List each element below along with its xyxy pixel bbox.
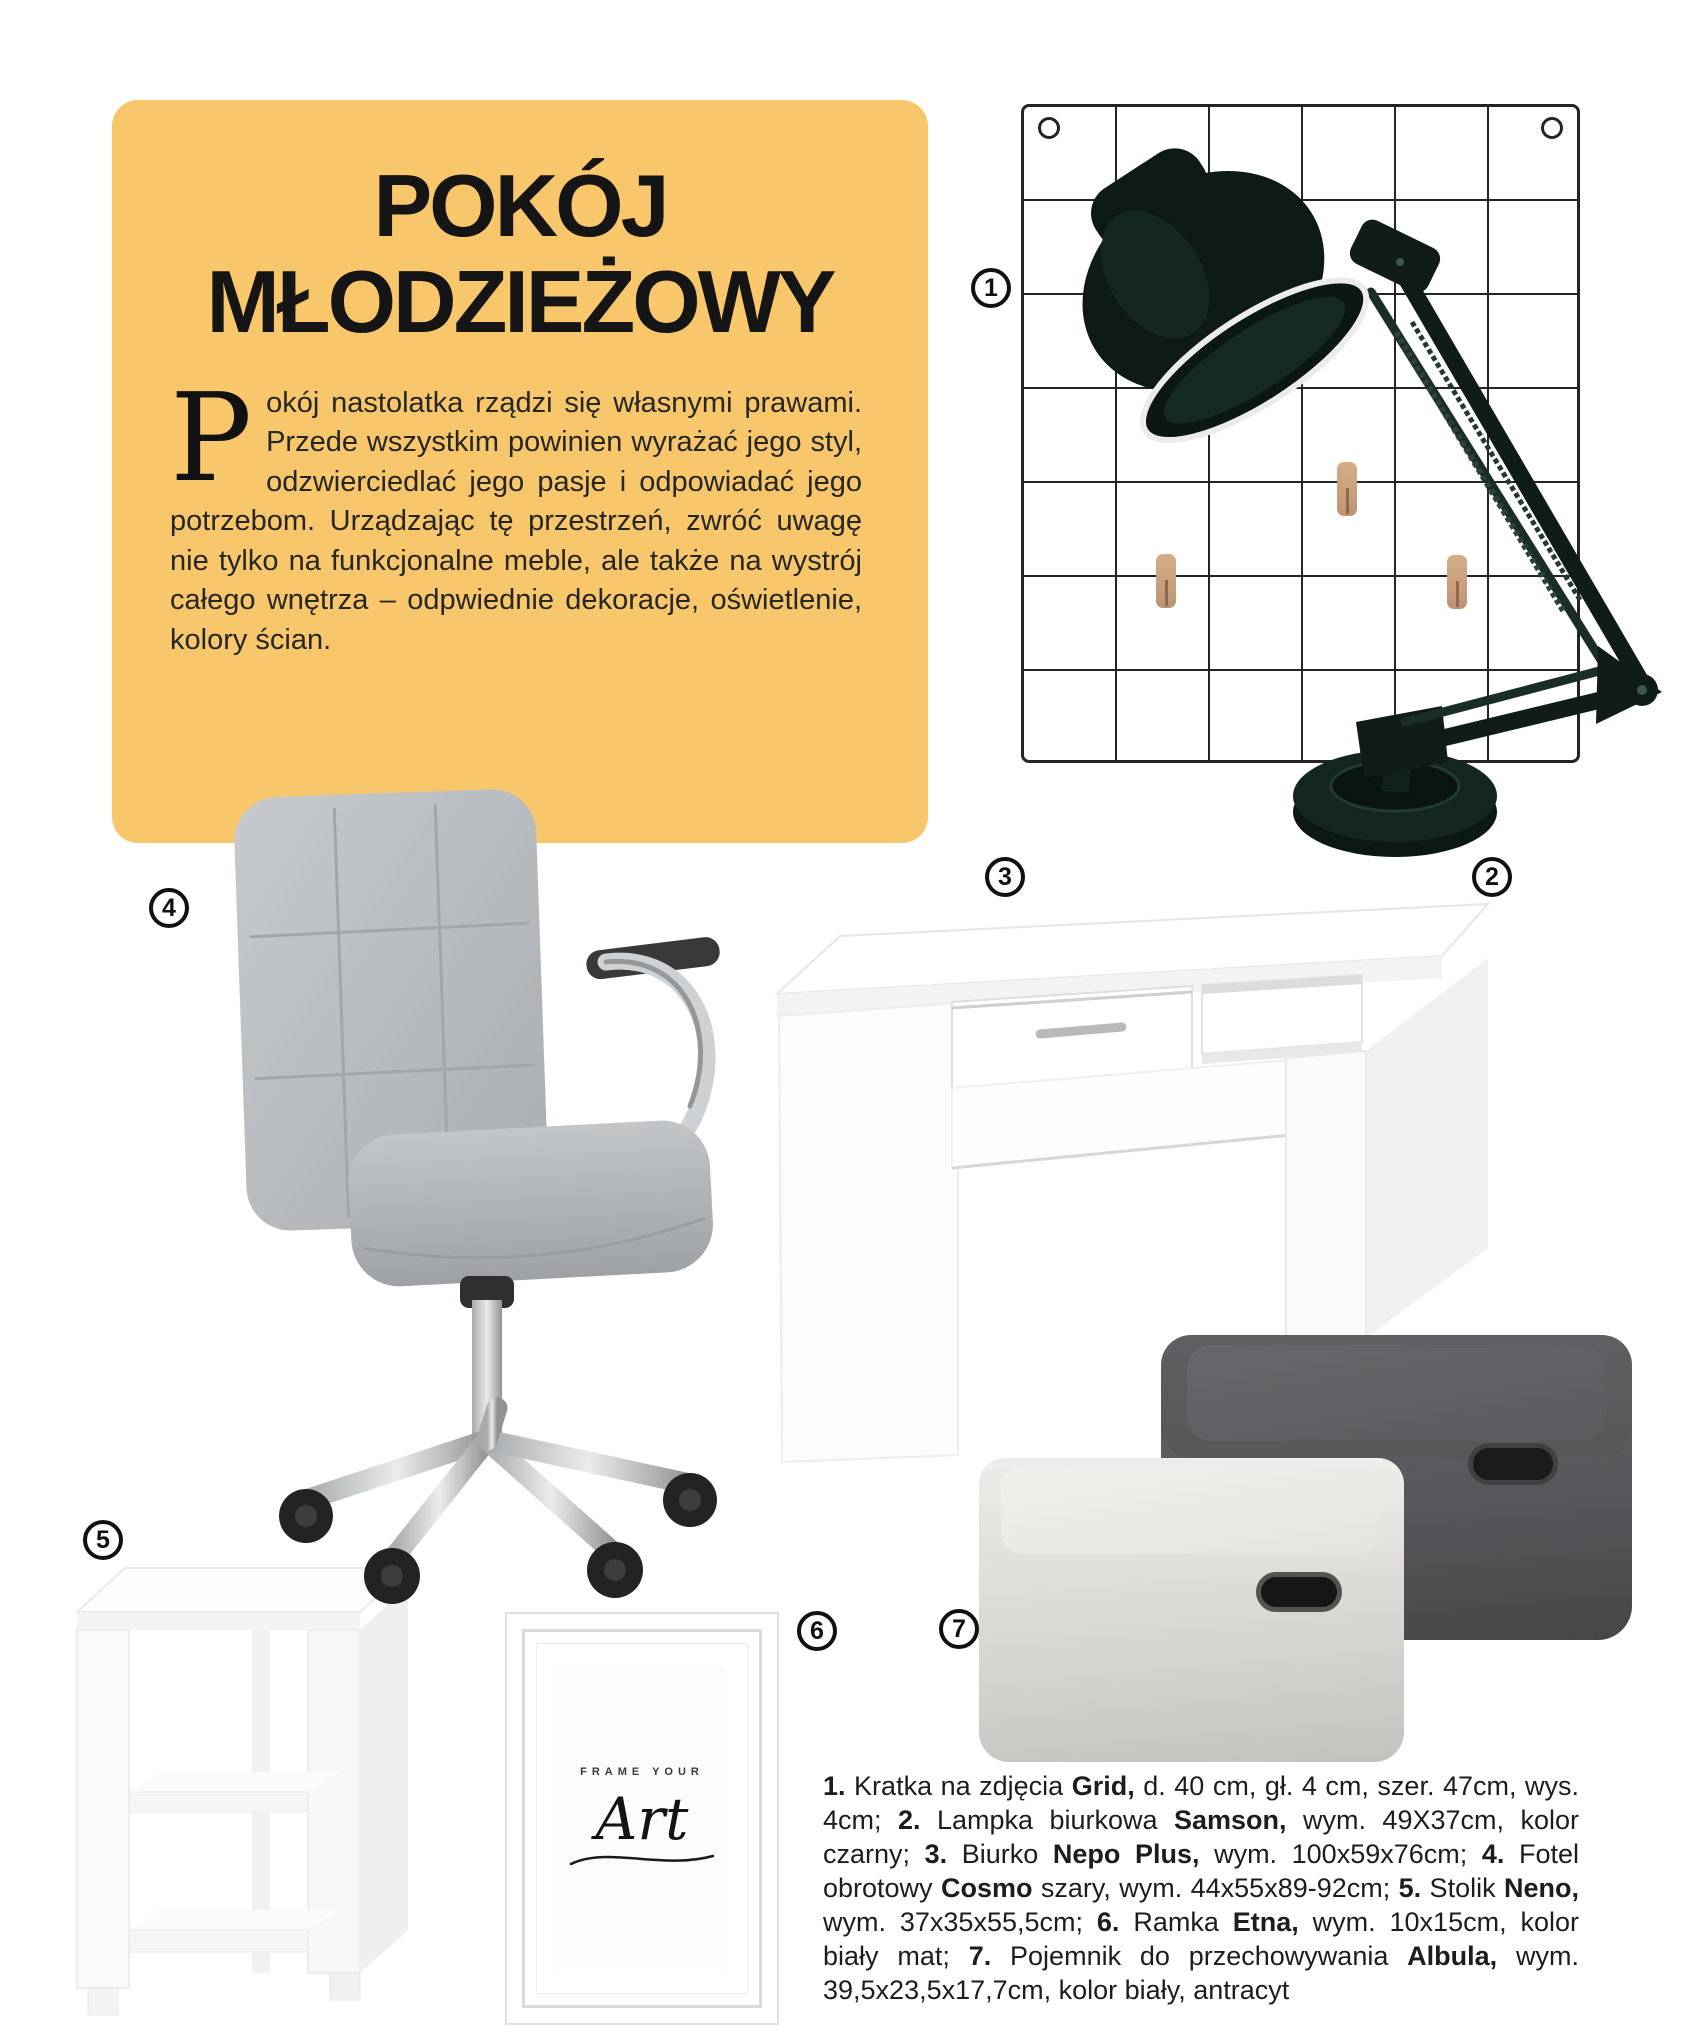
frame-flourish xyxy=(567,1850,717,1872)
frame-small-text: FRAME YOUR xyxy=(580,1765,704,1778)
marker-6: 6 xyxy=(797,1611,837,1651)
marker-5: 5 xyxy=(83,1520,123,1560)
bin-handle-cutout xyxy=(1256,1572,1342,1612)
marker-4: 4 xyxy=(149,888,189,928)
product-picture-frame xyxy=(505,1612,779,2025)
marker-2: 2 xyxy=(1472,857,1512,897)
intro-paragraph xyxy=(170,366,862,661)
page-title xyxy=(122,158,918,350)
bin-handle-cutout xyxy=(1468,1443,1558,1485)
marker-3: 3 xyxy=(985,857,1025,897)
intro-panel xyxy=(112,100,928,843)
product-side-table xyxy=(70,1555,415,2035)
bin-lid-top xyxy=(1187,1345,1606,1441)
product-desk-lamp xyxy=(1060,115,1683,875)
page-title-line1: POKÓJ xyxy=(373,156,667,255)
page-title-line2: MŁODZIEŻOWY xyxy=(206,251,834,351)
marker-7: 7 xyxy=(939,1609,979,1649)
frame-script-text: Art xyxy=(595,1784,689,1853)
bin-lid-top xyxy=(1001,1466,1382,1554)
frame-artwork xyxy=(559,1666,725,1971)
grid-mount-hole-left xyxy=(1038,117,1060,139)
product-descriptions: 1. Kratka na zdjęcia Grid, d. 40 cm, gł. 4 cm, szer. 47cm, wys. 4cm; 2. Lampka biurkowa Samson, wym. 49X37cm, kolor czarny; 3. Biurko Nepo Plus, wym. 100x59x76cm; 4. Fotel obrotowy Cosmo szary, wym. 44x55x89-92cm; 5. Stolik Neno, wym. 37x35x55,5cm; 6. Ramka Etna, wym. 10x15cm, kolor biały mat; 7. Pojemnik do przechowywania Albula, wym. 39,5x23,5x17,7cm, kolor biały, antracyt xyxy=(823,1771,1579,2005)
intro-text: okój nastolatka rządzi się własnymi prawami. Przede wszystkim powinien wyrażać jego styl, odzwierciedlać jego pasje i odpowiadać jego potrzebom. Urządzając tę przestrzeń, zwróć uwagę nie tylko na funkcjonalne meble, ale także na wystrój całego wnętrza – odpwiednie dekoracje, oświetlenie, kolory ścian. xyxy=(170,386,862,656)
marker-1: 1 xyxy=(971,268,1011,308)
product-office-chair xyxy=(220,780,740,1610)
dropcap-letter: P xyxy=(170,366,253,509)
product-bin-white xyxy=(979,1458,1404,1762)
